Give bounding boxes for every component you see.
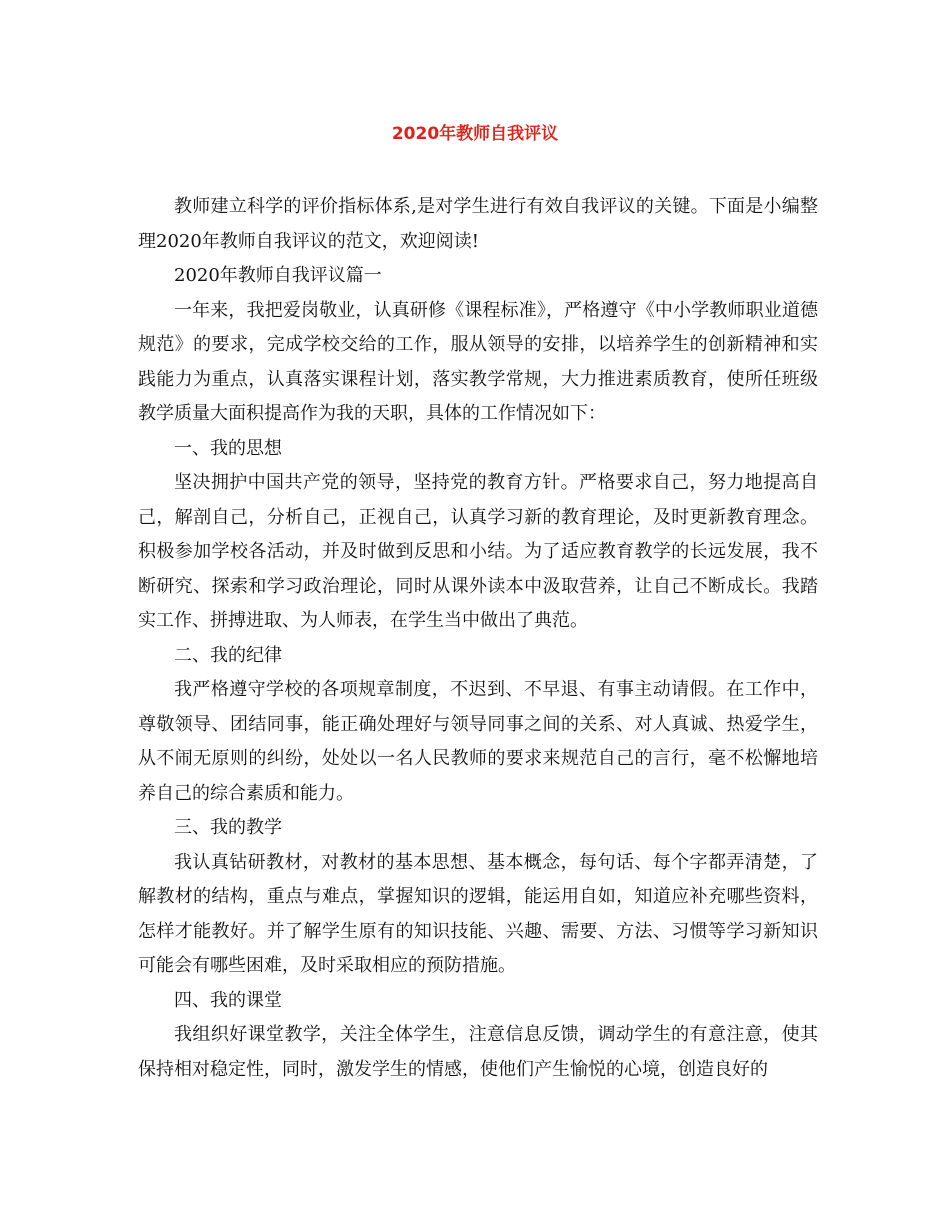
body-paragraph: 我认真钻研教材，对教材的基本思想、基本概念，每句话、每个字都弄清楚，了解教材的结构，重点与难点，掌握知识的逻辑，能运用自如，知道应补充哪些资料，怎样才能教好。并了解学生原有的知识技能、兴趣、需要、方法、习惯等学习新知识可能会有哪些困难，及时采取相应的预防措施。 — [138, 851, 818, 976]
body-paragraph: 我严格遵守学校的各项规章制度，不迟到、不早退、有事主动请假。在工作中，尊敬领导、团结同事，能正确处理好与领导同事之间的关系、对人真诚、热爱学生，从不闹无原则的纠纷，处处以一名人民教师的要求来规范自己的言行，毫不松懈地培养自己的综合素质和能力。 — [138, 679, 818, 804]
intro-paragraph: 教师建立科学的评价指标体系,是对学生进行有效自我评议的关键。下面是小编整理2020年教师自我评议的范文，欢迎阅读! — [138, 196, 818, 252]
document-title: 2020年教师自我评议 — [391, 124, 559, 144]
document-body — [138, 190, 818, 1087]
section-heading: 三、我的教学 — [174, 817, 282, 838]
section-heading: 一、我的思想 — [174, 437, 282, 459]
section-heading: 二、我的纪律 — [174, 644, 282, 666]
section-heading: 四、我的课堂 — [174, 989, 282, 1011]
body-paragraph: 我组织好课堂教学，关注全体学生，注意信息反馈，调动学生的有意注意，使其保持相对稳定性，同时，激发学生的情感，使他们产生愉悦的心境，创造良好的 — [138, 1024, 818, 1080]
body-paragraph: 坚决拥护中国共产党的领导，坚持党的教育方针。严格要求自己，努力地提高自己，解剖自己，分析自己，正视自己，认真学习新的教育理论，及时更新教育理念。积极参加学校各活动，并及时做到反思和小结。为了适应教育教学的长远发展，我不断研究、探索和学习政治理论，同时从课外读本中汲取营养，让自己不断成长。我踏实工作、拼搏进取、为人师表，在学生当中做出了典范。 — [138, 472, 818, 631]
section-title: 2020年教师自我评议篇一 — [174, 265, 382, 286]
body-paragraph: 一年来，我把爱岗敬业，认真研修《课程标准》，严格遵守《中小学教师职业道德规范》的要求，完成学校交给的工作，服从领导的安排，以培养学生的创新精神和实践能力为重点，认真落实课程计划，落实教学常规，大力推进素质教育，使所任班级教学质量大面积提高作为我的天职，具体的工作情况如下： — [138, 299, 818, 424]
